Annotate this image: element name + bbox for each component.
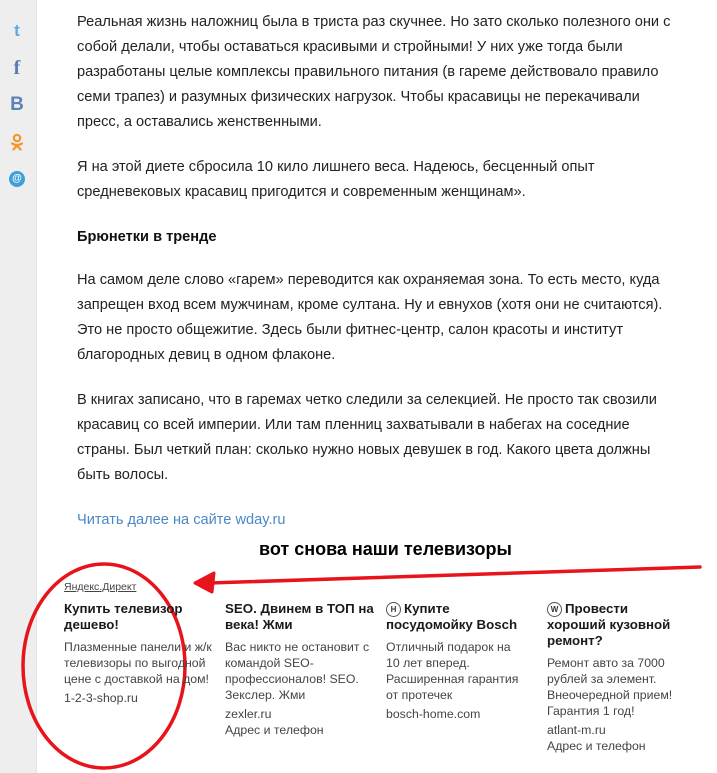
ad-contact-link[interactable]: Адрес и телефон bbox=[225, 723, 324, 737]
share-sidebar bbox=[0, 0, 37, 773]
ad-title[interactable] bbox=[547, 601, 687, 649]
ad-domain[interactable]: atlant-m.ru bbox=[547, 723, 606, 737]
ad-description: Плазменные панели и ж/к телевизоры по выгодной цене с доставкой на дом! bbox=[64, 640, 212, 686]
article-paragraph: Реальная жизнь наложниц была в триста раз скучнее. Но зато сколько полезного они с собой делали, чтобы оставаться красивыми и стройными! У них уже тогда были разработаны целые комплексы правильного питания (в гареме действовало правило семи трапез) и разумных физических нагрузок. Чтобы красавицы не перекачивали пресс, а оставались женственными. bbox=[77, 14, 671, 130]
ad-domain[interactable]: zexler.ru bbox=[225, 707, 272, 721]
facebook-icon[interactable]: f bbox=[13, 57, 21, 79]
ad-description: Ремонт авто за 7000 рублей за элемент. Внеочередной прием! Гарантия 1 год! bbox=[547, 656, 673, 718]
ad-title-text[interactable]: Купите посудомойку Bosch bbox=[386, 601, 518, 632]
article-body bbox=[77, 10, 677, 533]
ad-title[interactable] bbox=[386, 601, 526, 633]
ad-description: Отличный подарок на 10 лет вперед. Расширенная гарантия от протечек bbox=[386, 640, 519, 702]
ad-title[interactable]: SEO. Двинем в ТОП на века! Жми bbox=[225, 601, 374, 632]
ad-block[interactable] bbox=[225, 601, 375, 738]
read-more-link[interactable]: Читать далее на сайте wday.ru bbox=[77, 512, 286, 528]
odnoklassniki-icon[interactable] bbox=[8, 133, 26, 151]
bosch-logo-icon: H bbox=[386, 602, 401, 617]
ad-block[interactable] bbox=[386, 601, 526, 722]
odnoklassniki-glyph bbox=[10, 133, 24, 151]
ad-title-text[interactable]: Провести хороший кузовной ремонт? bbox=[547, 601, 671, 648]
annotation-arrow-line bbox=[210, 567, 700, 583]
ad-contact-link[interactable]: Адрес и телефон bbox=[547, 739, 646, 753]
article-paragraph: Я на этой диете сбросила 10 кило лишнего веса. Надеюсь, бесценный опыт средневековых красавиц пригодится и современным женщинам». bbox=[77, 159, 595, 200]
mailru-glyph: @ bbox=[9, 171, 25, 187]
ad-block[interactable] bbox=[64, 601, 214, 706]
ad-description: Вас никто не остановит с командой SEO-профессионалов! SEO. Зекслер. Жми bbox=[225, 640, 370, 702]
volkswagen-logo-icon: W bbox=[547, 602, 562, 617]
mailru-icon[interactable] bbox=[8, 170, 26, 188]
ad-title[interactable]: Купить телевизор дешево! bbox=[64, 601, 183, 632]
article-subheading: Брюнетки в тренде bbox=[77, 229, 217, 245]
ad-block[interactable] bbox=[547, 601, 687, 754]
ad-domain[interactable]: 1-2-3-shop.ru bbox=[64, 691, 138, 705]
article-paragraph: В книгах записано, что в гаремах четко следили за селекцией. Не просто так свозили красавиц со всей империи. Или там пленниц захватывали в набегах на соседние страны. Был четкий план: сколько нужно новых девушек в год. Какого цвета должны быть волосы. bbox=[77, 392, 657, 483]
vk-icon[interactable]: B bbox=[10, 94, 24, 115]
yandex-direct-label[interactable]: Яндекс.Директ bbox=[64, 581, 137, 593]
twitter-icon[interactable]: t bbox=[14, 21, 20, 40]
article-paragraph: На самом деле слово «гарем» переводится как охраняемая зона. То есть место, куда запрещен вход всем мужчинам, кроме султана. Ну и евнухов (хотя они не считаются). Это не просто общежитие. Здесь были фитнес-центр, салон красоты и институт благородных девиц в одном флаконе. bbox=[77, 272, 663, 363]
ad-domain[interactable]: bosch-home.com bbox=[386, 707, 481, 721]
annotation-text: вот снова наши телевизоры bbox=[259, 539, 512, 559]
annotation-arrowhead bbox=[195, 573, 214, 592]
